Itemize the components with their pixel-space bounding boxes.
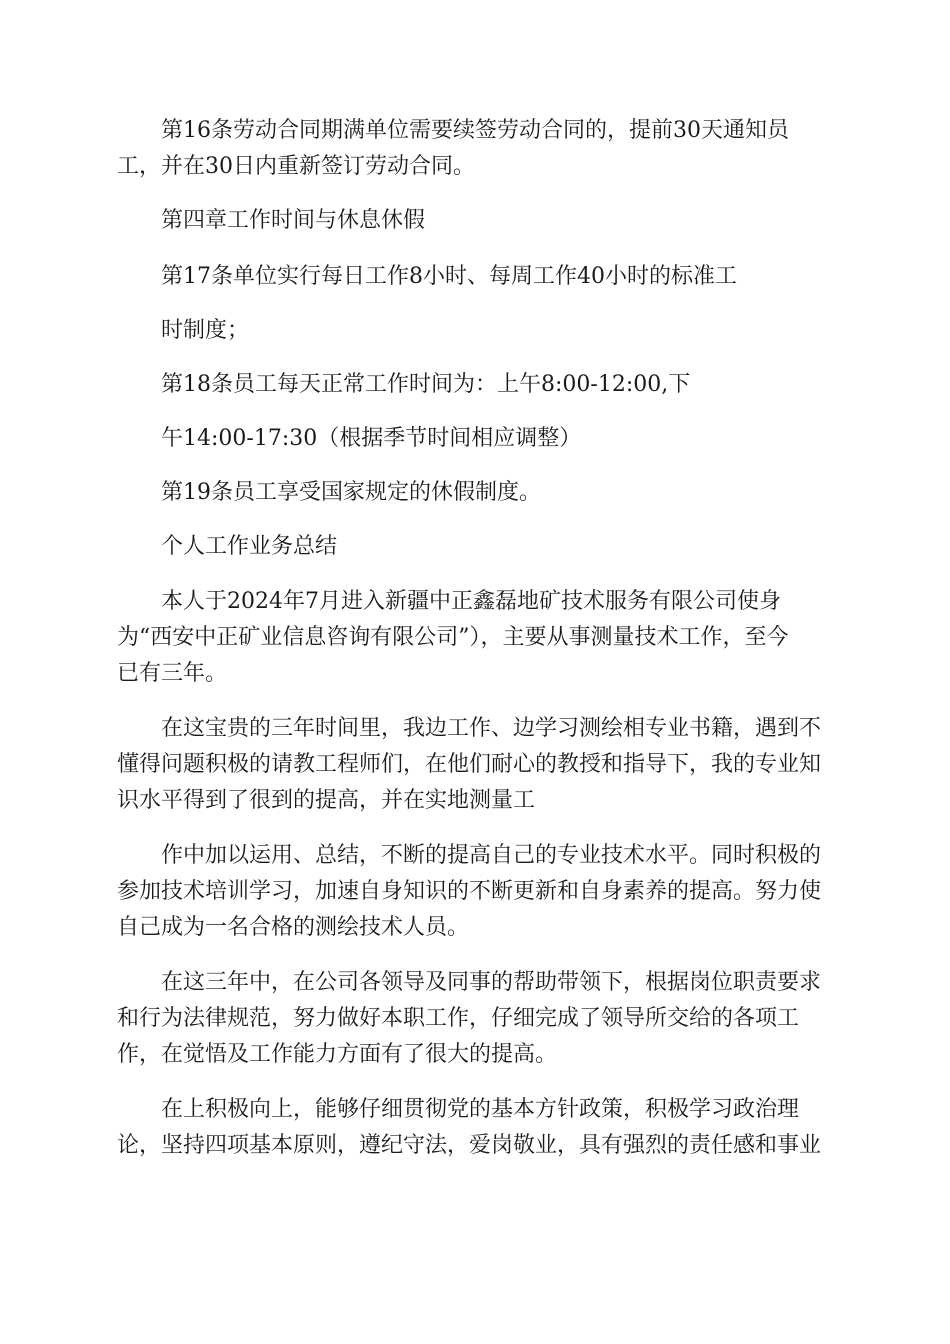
text-line: 个人工作业务总结 — [161, 534, 338, 559]
text-line: 第18条员工每天正常工作时间为：上午8:00-12:00,下 — [161, 372, 691, 397]
text-line: 在上积极向上，能够仔细贯彻党的基本方针政策，积极学习政治理 — [161, 1097, 800, 1122]
text-line: 时制度； — [161, 318, 250, 343]
paragraph-article-18-continued — [117, 421, 837, 457]
text-line: 午14:00-17:30（根据季节时间相应调整） — [161, 426, 582, 451]
text-line: 本人于2024年7月进入新疆中正鑫磊地矿技术服务有限公司使身 — [161, 589, 781, 614]
chapter-heading — [117, 203, 837, 239]
text-line: 在这宝贵的三年时间里，我边工作、边学习测绘相专业书籍，遇到不 — [161, 716, 822, 741]
paragraph-study — [117, 711, 837, 819]
paragraph-summary-intro — [117, 584, 837, 692]
text-line: 作中加以运用、总结，不断的提高自己的专业技术水平。同时积极的 — [161, 843, 822, 868]
text-line: 已有三年。 — [117, 661, 228, 686]
text-line: 在这三年中，在公司各领导及同事的帮助带领下，根据岗位职责要求 — [161, 970, 822, 995]
paragraph-article-17-continued — [117, 313, 837, 349]
text-line: 懂得问题积极的请教工程师们，在他们耐心的教授和指导下，我的专业知 — [117, 752, 822, 777]
text-line: 第19条员工享受国家规定的休假制度。 — [161, 480, 541, 505]
paragraph-article-19 — [117, 475, 837, 511]
text-line: 和行为法律规范，努力做好本职工作，仔细完成了领导所交给的各项工 — [117, 1006, 800, 1031]
paragraph-article-17 — [117, 259, 837, 295]
paragraph-article-16 — [117, 113, 837, 185]
text-line: 第17条单位实行每日工作8小时、每周工作40小时的标准工 — [161, 264, 737, 289]
text-line: 为“西安中正矿业信息咨询有限公司”），主要从事测量技术工作，至今 — [117, 625, 789, 650]
paragraph-work — [117, 965, 837, 1073]
text-line: 自己成为一名合格的测绘技术人员。 — [117, 915, 470, 940]
section-title — [117, 529, 837, 565]
text-line: 作，在觉悟及工作能力方面有了很大的提高。 — [117, 1042, 558, 1067]
paragraph-article-18 — [117, 367, 837, 403]
text-line: 论，坚持四项基本原则，遵纪守法，爱岗敬业，具有强烈的责任感和事业 — [117, 1133, 822, 1158]
text-line: 参加技术培训学习，加速自身知识的不断更新和自身素养的提高。努力使 — [117, 879, 822, 904]
paragraph-politics — [117, 1092, 837, 1164]
text-line: 工，并在30日内重新签订劳动合同。 — [117, 154, 475, 179]
text-line: 第四章工作时间与休息休假 — [161, 208, 426, 233]
text-line: 第16条劳动合同期满单位需要续签劳动合同的，提前30天通知员 — [161, 118, 789, 143]
paragraph-practice — [117, 838, 837, 946]
text-line: 识水平得到了很到的提高，并在实地测量工 — [117, 788, 536, 813]
